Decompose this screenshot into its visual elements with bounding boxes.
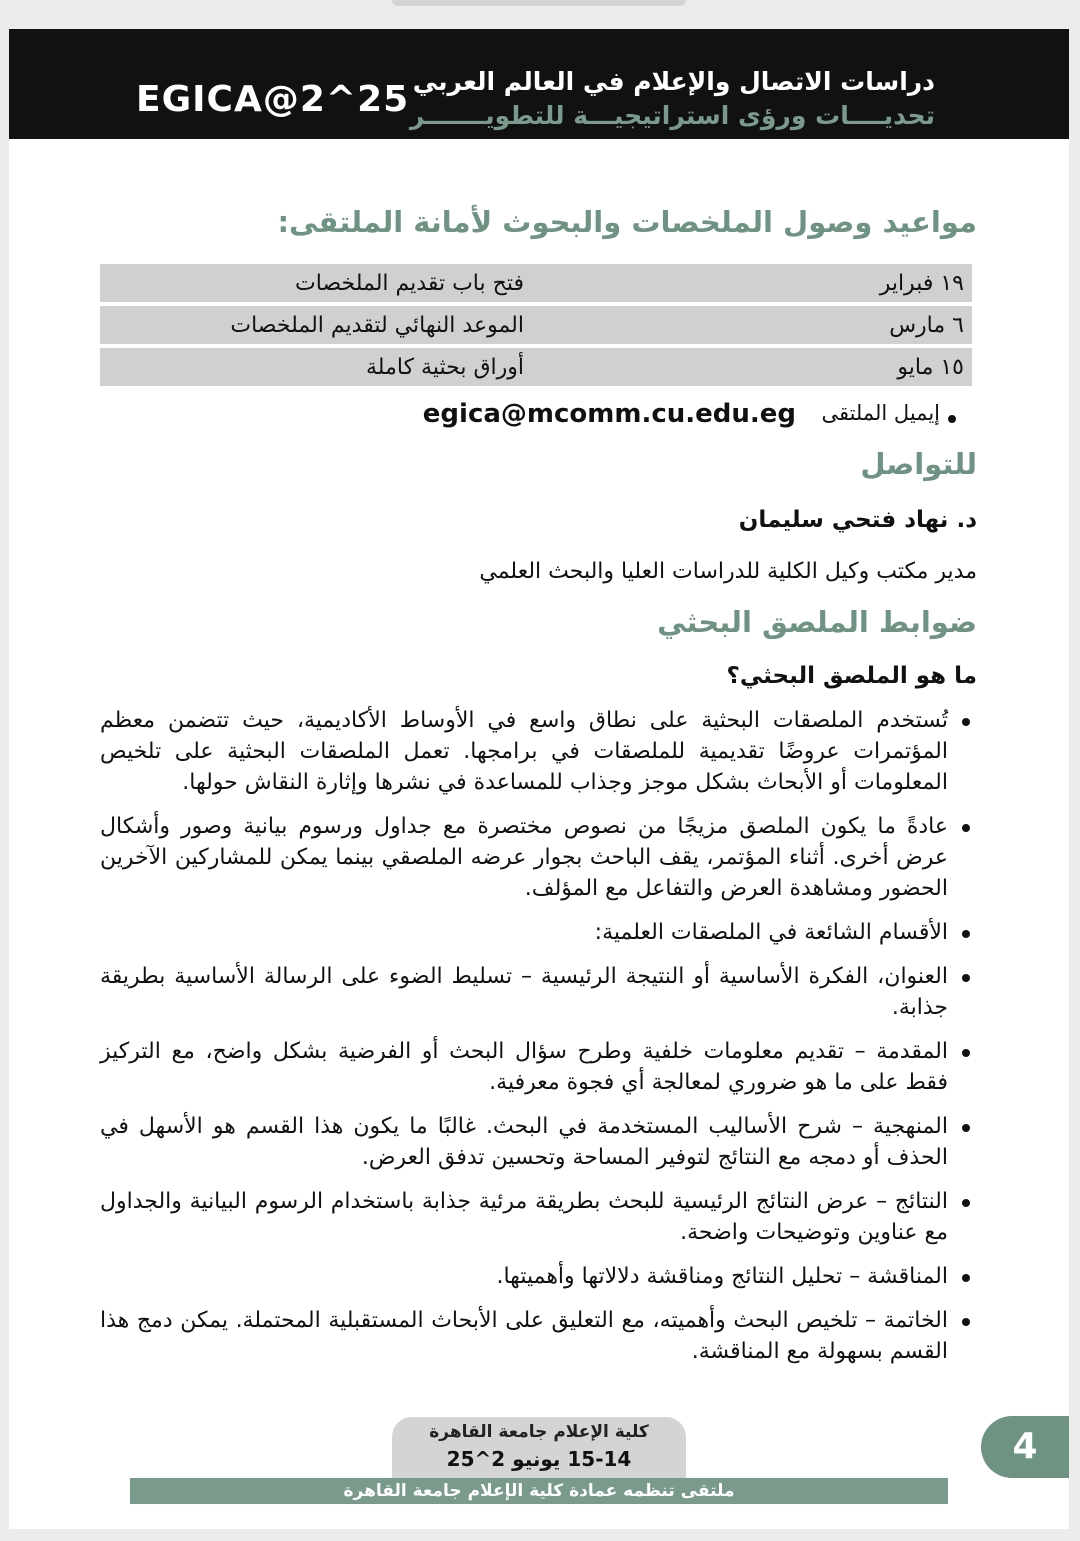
contact-name: د. نهاد فتحي سليمان — [738, 507, 977, 533]
list-item: عادةً ما يكون الملصق مزيجًا من نصوص مختصرة مع جداول ورسوم بيانية وصور وأشكال عرض أخرى. أثناء المؤتمر، يقف الباحث بجوار عرضه الملصقي بينما يمكن للمشاركين الآخرين الحضور ومشاهدة العرض والتفاعل مع المؤلف. — [100, 811, 976, 904]
page-number: 4 — [981, 1416, 1069, 1478]
poster-guidelines-heading: ضوابط الملصق البحثي — [657, 605, 977, 639]
logo-text-at-2: @2 — [262, 79, 326, 120]
list-item: المقدمة – تقديم معلومات خلفية وطرح سؤال البحث أو الفرضية بشكل واضح، مع التركيز فقط على ما هو ضروري لمعالجة أي فجوة معرفية. — [100, 1036, 976, 1098]
table-row — [100, 264, 976, 302]
deadlines-heading: مواعيد وصول الملخصات والبحوث لأمانة الملتقى: — [277, 205, 977, 239]
footer-organizer-bar: ملتقى تنظمه عمادة كلية الإعلام جامعة القاهرة — [130, 1478, 948, 1504]
email-row — [100, 399, 976, 435]
conference-subtitle: تحديــــات ورؤى استراتيجيـــة للتطويـــــــر — [409, 101, 935, 130]
logo-text-25: 25 — [357, 79, 410, 120]
poster-bullet-list — [100, 705, 976, 1380]
bullet-icon — [948, 415, 956, 423]
document-page — [9, 29, 1069, 1529]
list-item: الأقسام الشائعة في الملصقات العلمية: — [100, 917, 976, 948]
deadline-label: الموعد النهائي لتقديم الملخصات — [100, 306, 536, 344]
logo-peak-icon: ^ — [325, 79, 358, 120]
conference-logo — [136, 79, 409, 120]
list-item: النتائج – عرض النتائج الرئيسية للبحث بطريقة مرئية جذابة باستخدام الرسوم البيانية والجداول مع عناوين وتوضيحات واضحة. — [100, 1186, 976, 1248]
contact-role: مدير مكتب وكيل الكلية للدراسات العليا والبحث العلمي — [479, 559, 977, 584]
deadline-date: ١٩ فبراير — [536, 264, 976, 302]
contact-heading: للتواصل — [860, 447, 977, 481]
deadlines-table — [100, 260, 976, 390]
list-item: العنوان، الفكرة الأساسية أو النتيجة الرئيسية – تسليط الضوء على الرسالة الأساسية بطريقة جذابة. — [100, 961, 976, 1023]
logo-text-a: A — [233, 79, 263, 120]
footer-faculty: كلية الإعلام جامعة القاهرة — [429, 1422, 649, 1442]
page-header — [9, 29, 1069, 139]
list-item: المناقشة – تحليل النتائج ومناقشة دلالاتها وأهميتها. — [100, 1261, 976, 1292]
logo-text-egic: EGIC — [136, 79, 234, 120]
deadline-label: فتح باب تقديم الملخصات — [100, 264, 536, 302]
list-item: المنهجية – شرح الأساليب المستخدمة في البحث. غالبًا ما يكون هذا القسم هو الأسهل في الحذف أو دمجه مع النتائج لتوفير المساحة وتحسين تدفق العرض. — [100, 1111, 976, 1173]
email-label: إيميل الملتقى — [821, 401, 940, 425]
table-row — [100, 348, 976, 386]
deadline-date: ١٥ مايو — [536, 348, 976, 386]
list-item: الخاتمة – تلخيص البحث وأهميته، مع التعليق على الأبحاث المستقبلية المحتملة. يمكن دمج هذا القسم بسهولة مع المناقشة. — [100, 1305, 976, 1367]
footer-dates: 15-14 يونيو 2^25 — [446, 1447, 632, 1471]
conference-title: دراسات الاتصال والإعلام في العالم العربي — [412, 67, 935, 96]
table-row — [100, 306, 976, 344]
deadline-label: أوراق بحثية كاملة — [100, 348, 536, 386]
deadline-date: ٦ مارس — [536, 306, 976, 344]
email-address-link[interactable]: egica@mcomm.cu.edu.eg — [422, 399, 796, 429]
top-page-tab — [392, 0, 686, 6]
poster-question: ما هو الملصق البحثي؟ — [726, 663, 977, 689]
list-item: تُستخدم الملصقات البحثية على نطاق واسع في الأوساط الأكاديمية، حيث تتضمن معظم المؤتمرات عروضًا تقديمية للملصقات في برامجها. تعمل الملصقات البحثية على تلخيص المعلومات أو الأبحاث بشكل موجز وجذاب للمساعدة في نشرها وإثارة النقاش حولها. — [100, 705, 976, 798]
